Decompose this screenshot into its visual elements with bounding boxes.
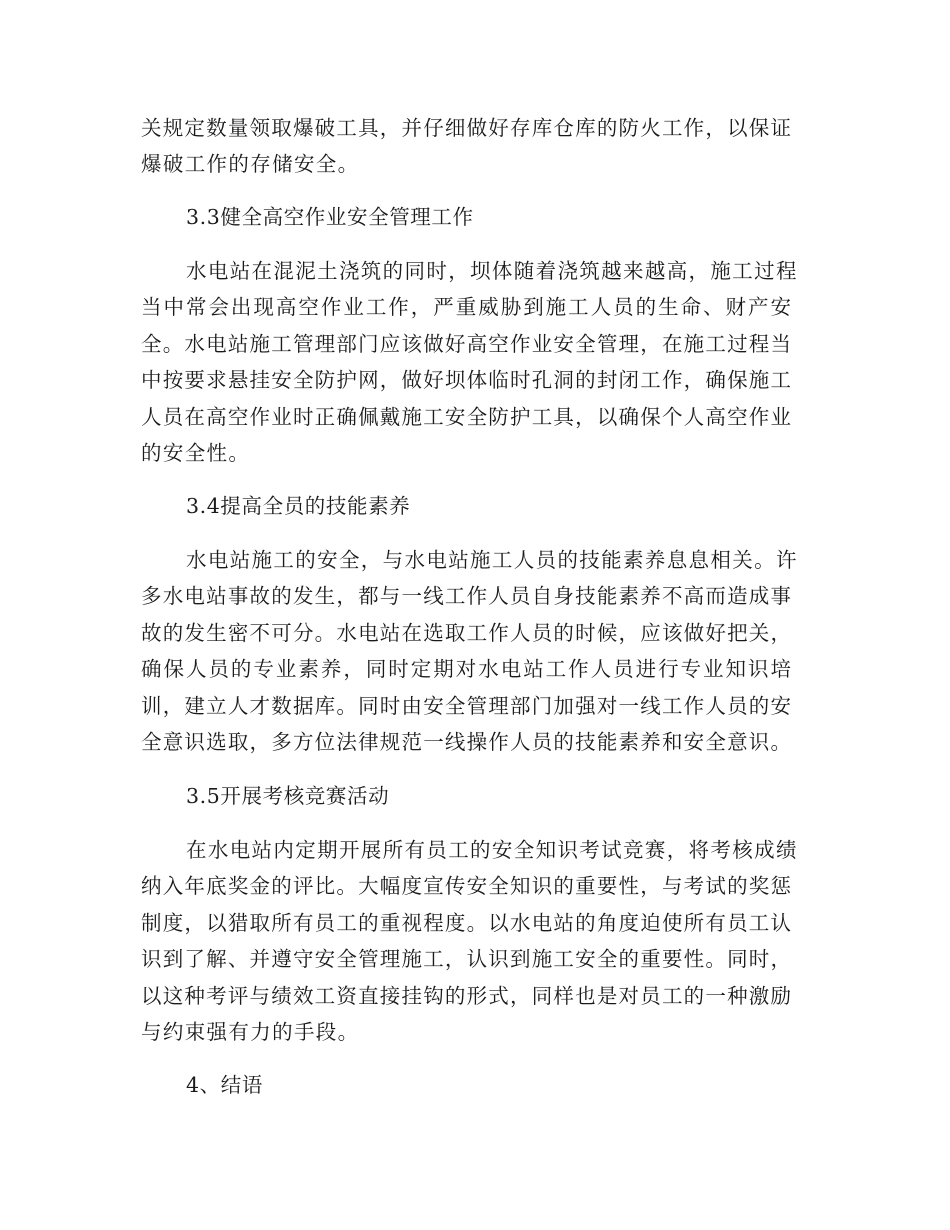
paragraph-line: 人员在高空作业时正确佩戴施工安全防护工具，以确保个人高空作业: [141, 405, 791, 429]
paragraph-line: 关规定数量领取爆破工具，并仔细做好存库仓库的防火工作，以保证: [141, 116, 791, 140]
paragraph-line: 中按要求悬挂安全防护网，做好坝体临时孔洞的封闭工作，确保施工: [141, 368, 791, 392]
paragraph-line: 制度，以猎取所有员工的重视程度。以水电站的角度迫使所有员工认: [141, 911, 791, 935]
paragraph-line: 全。水电站施工管理部门应该做好高空作业安全管理，在施工过程当: [141, 332, 791, 356]
section-heading-3-4: 3.4提高全员的技能素养: [186, 494, 411, 518]
paragraph-line: 爆破工作的存储安全。: [141, 152, 360, 176]
paragraph-line: 当中常会出现高空作业工作，严重威胁到施工人员的生命、财产安: [141, 295, 791, 319]
paragraph-line: 水电站在混泥土浇筑的同时，坝体随着浇筑越来越高，施工过程: [186, 259, 798, 283]
paragraph-line: 识到了解、并遵守安全管理施工，认识到施工安全的重要性。同时，: [141, 947, 791, 971]
section-heading-4: 4、结语: [186, 1073, 263, 1097]
paragraph-line: 的安全性。: [141, 441, 251, 465]
section-heading-3-5: 3.5开展考核竞赛活动: [186, 784, 390, 808]
paragraph-line: 全意识选取，多方位法律规范一线操作人员的技能素养和安全意识。: [141, 730, 791, 754]
paragraph-line: 故的发生密不可分。水电站在选取工作人员的时候，应该做好把关，: [141, 621, 791, 645]
paragraph-line: 多水电站事故的发生，都与一线工作人员自身技能素养不高而造成事: [141, 584, 791, 608]
paragraph-line: 纳入年底奖金的评比。大幅度宣传安全知识的重要性，与考试的奖惩: [141, 874, 791, 898]
paragraph-line: 以这种考评与绩效工资直接挂钩的形式，同样也是对员工的一种激励: [141, 984, 791, 1008]
section-heading-3-3: 3.3健全高空作业安全管理工作: [186, 205, 474, 229]
paragraph-line: 在水电站内定期开展所有员工的安全知识考试竞赛，将考核成绩: [186, 838, 798, 862]
paragraph-line: 与约束强有力的手段。: [141, 1020, 360, 1044]
paragraph-line: 水电站施工的安全，与水电站施工人员的技能素养息息相关。许: [186, 548, 798, 572]
paragraph-line: 确保人员的专业素养，同时定期对水电站工作人员进行专业知识培: [141, 657, 791, 681]
paragraph-line: 训，建立人才数据库。同时由安全管理部门加强对一线工作人员的安: [141, 694, 791, 718]
